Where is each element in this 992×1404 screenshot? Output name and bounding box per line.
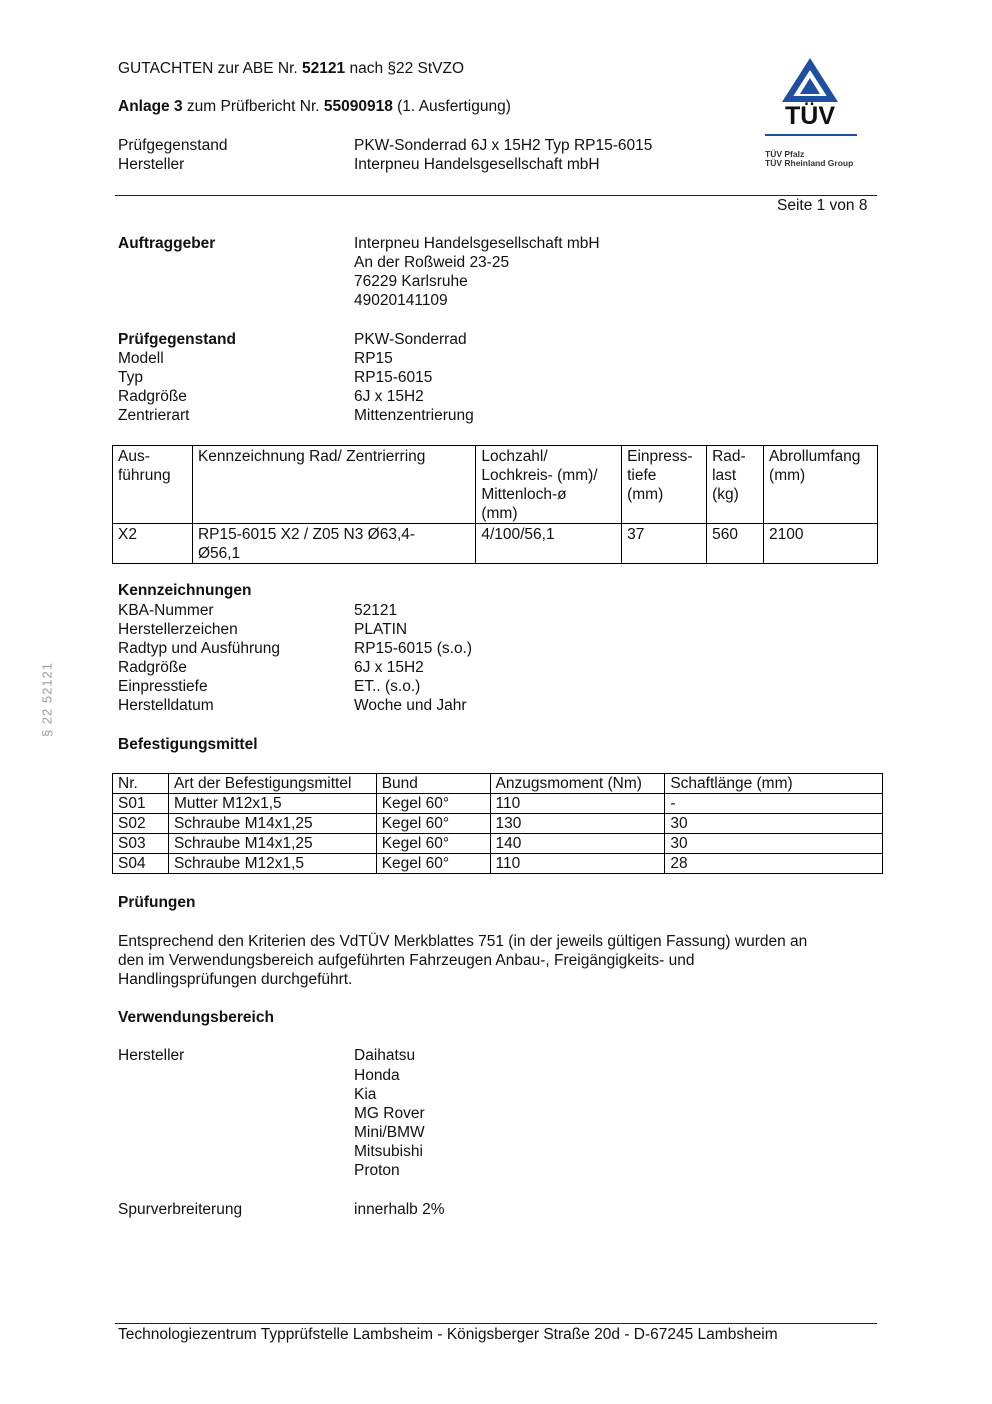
manufacturer-item: Mitsubishi: [354, 1143, 423, 1160]
side-watermark-text: § 22 52121: [39, 661, 55, 738]
pruefungen-text-line: Handlingsprüfungen durchgeführt.: [118, 971, 353, 988]
field-value: 6J x 15H2: [354, 659, 424, 676]
header-row-value: Interpneu Handelsgesellschaft mbH: [354, 156, 600, 173]
table-header-cell: Einpress- tiefe (mm): [622, 446, 707, 524]
table-row: [113, 834, 883, 854]
table-header-cell: Abrollumfang (mm): [764, 446, 878, 524]
table-cell: S02: [113, 814, 169, 834]
table-cell: 30: [665, 814, 883, 834]
tuev-wordmark: TÜV: [785, 102, 835, 130]
table-cell: 30: [665, 834, 883, 854]
table-row: [113, 524, 878, 564]
table-header-cell: Anzugsmoment (Nm): [490, 774, 665, 794]
table-cell: Mutter M12x1,5: [168, 794, 376, 814]
section-label-befestigungsmittel: Befestigungsmittel: [118, 736, 258, 753]
field-label: Spurverbreiterung: [118, 1201, 243, 1218]
field-label: KBA-Nummer: [118, 602, 214, 619]
header-text: nach §22 StVZO: [345, 60, 465, 77]
section-label-pruefungen: Prüfungen: [118, 894, 196, 911]
page-number: Seite 1 von 8: [777, 197, 868, 214]
table-header-cell: Schaftlänge (mm): [665, 774, 883, 794]
table-cell: Kegel 60°: [376, 834, 490, 854]
field-value: Mittenzentrierung: [354, 407, 474, 424]
field-label: Modell: [118, 350, 164, 367]
table-cell: 110: [490, 794, 665, 814]
field-value: RP15-6015 (s.o.): [354, 640, 473, 657]
footer-divider: [115, 1323, 877, 1324]
section-label-verwendungsbereich: Verwendungsbereich: [118, 1009, 274, 1026]
table-cell: 140: [490, 834, 665, 854]
table-cell: 37: [622, 524, 707, 564]
auftraggeber-line: 76229 Karlsruhe: [354, 273, 468, 290]
field-label: Radgröße: [118, 388, 187, 405]
table-header-cell: Aus- führung: [113, 446, 193, 524]
section-label-kennzeichnungen: Kennzeichnungen: [118, 582, 252, 599]
table-cell: S04: [113, 854, 169, 874]
field-value: ET.. (s.o.): [354, 678, 421, 695]
header-row-label: Hersteller: [118, 156, 185, 173]
table-row: [113, 794, 883, 814]
footer-address: Technologiezentrum Typprüfstelle Lambsheim - Königsberger Straße 20d - D-67245 Lambsheim: [118, 1326, 778, 1343]
auftraggeber-line: 49020141109: [354, 292, 448, 309]
header-row-value: PKW-Sonderrad 6J x 15H2 Typ RP15-6015: [354, 137, 653, 154]
tuev-triangle-icon: [762, 56, 858, 108]
field-value: Woche und Jahr: [354, 697, 467, 714]
header-line-2: [118, 97, 511, 116]
field-value: RP15-6015: [354, 369, 433, 386]
manufacturer-item: Honda: [354, 1067, 400, 1084]
pruefungen-text-line: Entsprechend den Kriterien des VdTÜV Merkblattes 751 (in der jeweils gültigen Fassung) wurden an: [118, 933, 808, 950]
auftraggeber-line: Interpneu Handelsgesellschaft mbH: [354, 235, 600, 252]
logo-divider: [765, 134, 857, 136]
header-divider: [115, 195, 877, 196]
table-cell: 130: [490, 814, 665, 834]
field-value: PLATIN: [354, 621, 408, 638]
table-header-row: [113, 774, 883, 794]
table-cell: Schraube M14x1,25: [168, 834, 376, 854]
table-row: [113, 854, 883, 874]
fastener-table: [112, 773, 883, 874]
table-cell: S03: [113, 834, 169, 854]
field-value: RP15: [354, 350, 393, 367]
header-text: GUTACHTEN zur ABE Nr.: [118, 60, 303, 77]
table-cell: X2: [113, 524, 193, 564]
pruefungen-text-line: den im Verwendungsbereich aufgeführten Fahrzeugen Anbau-, Freigängigkeits- und: [118, 952, 695, 969]
manufacturer-item: Mini/BMW: [354, 1124, 425, 1141]
pruefbericht-number: 55090918: [323, 98, 393, 115]
table-header-cell: Rad- last (kg): [707, 446, 764, 524]
logo-line-2: TÜV Rheinland Group: [765, 158, 854, 168]
table-cell: 28: [665, 854, 883, 874]
field-label: Zentrierart: [118, 407, 190, 424]
table-header-cell: Lochzahl/ Lochkreis- (mm)/ Mittenloch-ø (mm): [476, 446, 622, 524]
logo-line-1: TÜV Pfalz: [765, 149, 805, 159]
table-header-row: [113, 446, 878, 524]
field-label: Herstellerzeichen: [118, 621, 238, 638]
header-text: (1. Ausfertigung): [392, 98, 511, 115]
field-label: Hersteller: [118, 1047, 185, 1064]
table-header-cell: Bund: [376, 774, 490, 794]
table-cell: RP15-6015 X2 / Z05 N3 Ø63,4- Ø56,1: [192, 524, 475, 564]
auftraggeber-line: An der Roßweid 23-25: [354, 254, 510, 271]
field-value: innerhalb 2%: [354, 1201, 445, 1218]
field-value: 6J x 15H2: [354, 388, 424, 405]
manufacturer-item: Daihatsu: [354, 1047, 416, 1064]
manufacturer-item: Proton: [354, 1162, 400, 1179]
table-cell: Schraube M14x1,25: [168, 814, 376, 834]
abe-number: 52121: [302, 60, 346, 77]
table-header-cell: Nr.: [113, 774, 169, 794]
header-line-1: [118, 59, 464, 78]
field-label: Radtyp und Ausführung: [118, 640, 281, 657]
field-label: Radgröße: [118, 659, 187, 676]
field-label: Einpresstiefe: [118, 678, 208, 695]
table-header-cell: Art der Befestigungsmittel: [168, 774, 376, 794]
table-cell: -: [665, 794, 883, 814]
header-text: zum Prüfbericht Nr.: [182, 98, 324, 115]
table-cell: Kegel 60°: [376, 814, 490, 834]
table-cell: 560: [707, 524, 764, 564]
table-header-cell: Kennzeichnung Rad/ Zentrierring: [192, 446, 475, 524]
section-label-pruefgegenstand: Prüfgegenstand: [118, 331, 236, 348]
table-cell: Kegel 60°: [376, 854, 490, 874]
header-row-label: Prüfgegenstand: [118, 137, 228, 154]
table-cell: Kegel 60°: [376, 794, 490, 814]
wheel-spec-table: [112, 445, 878, 564]
table-cell: S01: [113, 794, 169, 814]
pruefgegenstand-value: PKW-Sonderrad: [354, 331, 467, 348]
table-cell: 4/100/56,1: [476, 524, 622, 564]
section-label-auftraggeber: Auftraggeber: [118, 235, 216, 252]
field-label: Typ: [118, 369, 143, 386]
manufacturer-item: MG Rover: [354, 1105, 425, 1122]
field-label: Herstelldatum: [118, 697, 214, 714]
field-value: 52121: [354, 602, 398, 619]
manufacturer-item: Kia: [354, 1086, 377, 1103]
table-cell: Schraube M12x1,5: [168, 854, 376, 874]
anlage-label: Anlage 3: [118, 98, 183, 115]
table-cell: 110: [490, 854, 665, 874]
table-cell: 2100: [764, 524, 878, 564]
tuev-logo: [762, 56, 858, 174]
table-row: [113, 814, 883, 834]
